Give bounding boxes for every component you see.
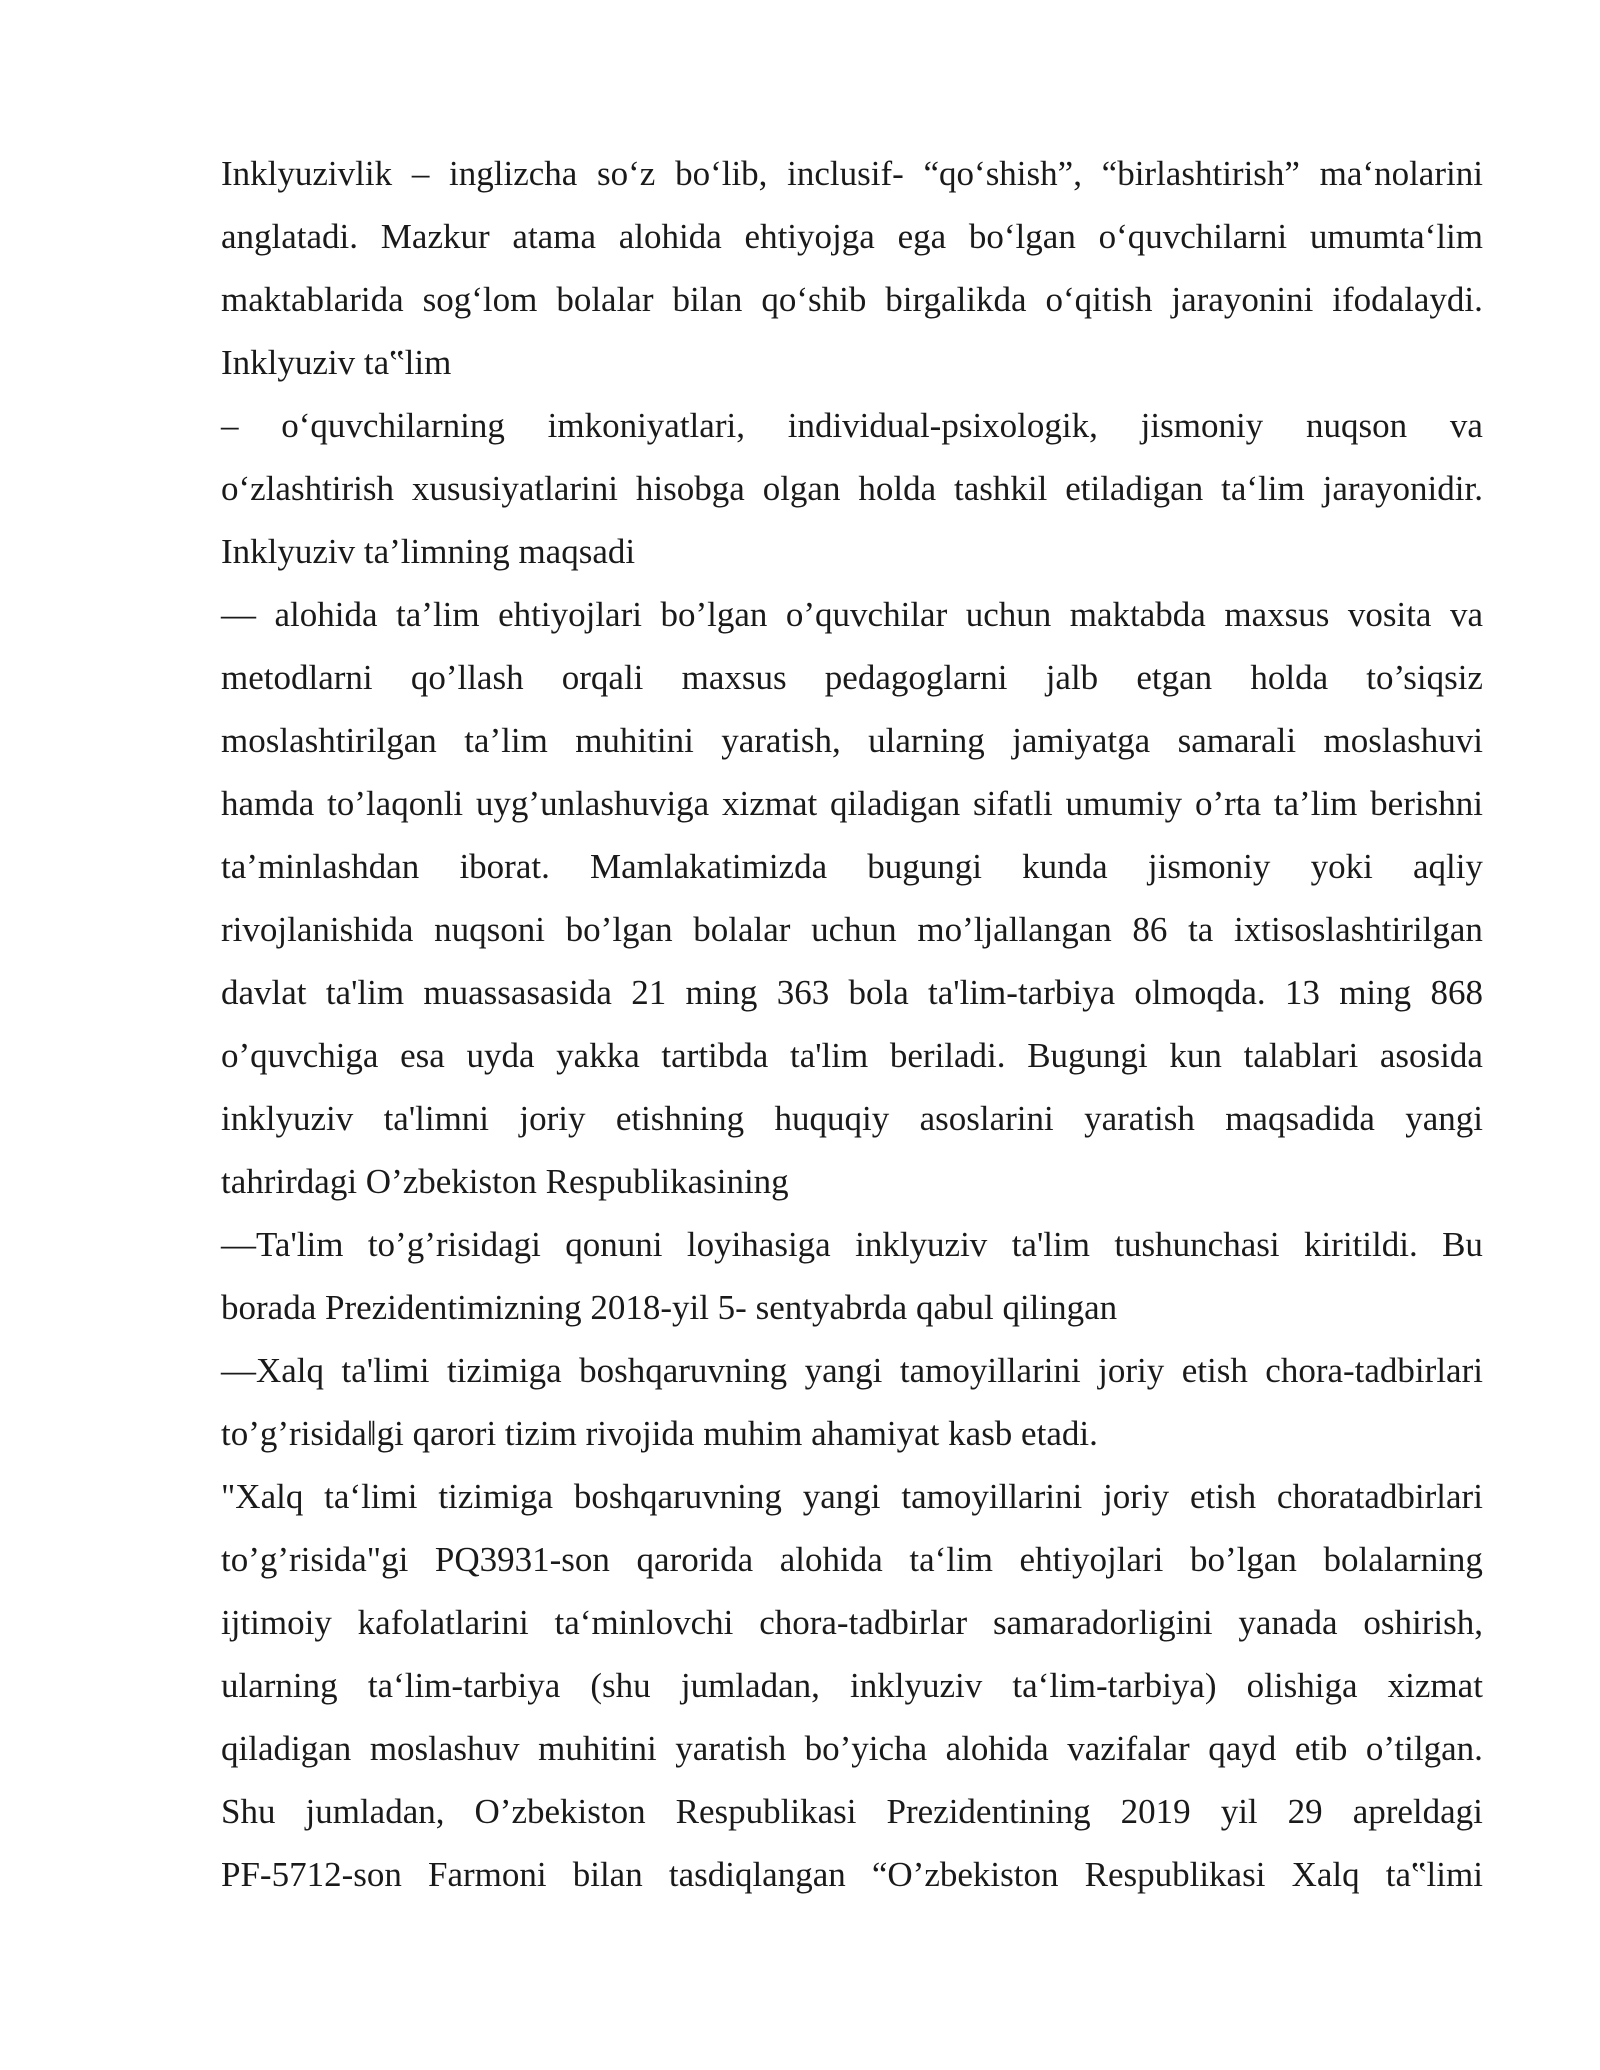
text-line: rivojlanishida nuqsoni bo’lgan bolalar uchun mo’ljallangan 86 ta ixtisoslashtirilgan bbox=[221, 910, 1483, 949]
text-line: metodlarni qo’llash orqali maxsus pedagoglarni jalb etgan holda to’siqsiz bbox=[221, 658, 1483, 697]
text-line: PF-5712-son Farmoni bilan tasdiqlangan “O’zbekiston Respublikasi Xalq ta‟limi bbox=[221, 1855, 1483, 1894]
text-line: maktablarida sog‘lom bolalar bilan qo‘shib birgalikda o‘qitish jarayonini ifodalaydi. bbox=[221, 280, 1483, 319]
text-line: anglatadi. Mazkur atama alohida ehtiyojga ega bo‘lgan o‘quvchilarni umumta‘lim bbox=[221, 217, 1483, 256]
text-line: to’g’risida"gi PQ3931-son qarorida alohida ta‘lim ehtiyojlari bo’lgan bolalarning bbox=[221, 1540, 1483, 1579]
text-line: moslashtirilgan ta’lim muhitini yaratish, ularning jamiyatga samarali moslashuvi bbox=[221, 721, 1483, 760]
text-line: — alohida ta’lim ehtiyojlari bo’lgan o’quvchilar uchun maktabda maxsus vosita va bbox=[221, 595, 1483, 634]
text-line: o’quvchiga esa uyda yakka tartibda ta'lim beriladi. Bugungi kun talablari asosida bbox=[221, 1036, 1483, 1075]
text-line: "Xalq ta‘limi tizimiga boshqaruvning yangi tamoyillarini joriy etish choratadbirlari bbox=[221, 1477, 1483, 1516]
text-line: – o‘quvchilarning imkoniyatlari, individual-psixologik, jismoniy nuqson va bbox=[221, 406, 1483, 445]
text-line: —Xalq ta'limi tizimiga boshqaruvning yangi tamoyillarini joriy etish chora-tadbirlari bbox=[221, 1351, 1483, 1390]
text-line: Inklyuziv ta’limning maqsadi bbox=[221, 532, 636, 571]
text-line: Inklyuzivlik – inglizcha so‘z bo‘lib, inclusif- “qo‘shish”, “birlashtirish” ma‘nolarini bbox=[221, 154, 1483, 193]
document-page bbox=[221, 142, 1483, 1906]
text-line: qiladigan moslashuv muhitini yaratish bo’yicha alohida vazifalar qayd etib o’tilgan. bbox=[221, 1729, 1483, 1768]
text-line: ta’minlashdan iborat. Mamlakatimizda bugungi kunda jismoniy yoki aqliy bbox=[221, 847, 1483, 886]
text-line: borada Prezidentimizning 2018-yil 5- sentyabrda qabul qilingan bbox=[221, 1288, 1118, 1327]
text-line: hamda to’laqonli uyg’unlashuviga xizmat qiladigan sifatli umumiy o’rta ta’lim berishni bbox=[221, 784, 1483, 823]
text-line: Shu jumladan, O’zbekiston Respublikasi Prezidentining 2019 yil 29 apreldagi bbox=[221, 1792, 1483, 1831]
text-line: ijtimoiy kafolatlarini ta‘minlovchi chora-tadbirlar samaradorligini yanada oshirish, bbox=[221, 1603, 1483, 1642]
text-line: ularning ta‘lim-tarbiya (shu jumladan, inklyuziv ta‘lim-tarbiya) olishiga xizmat bbox=[221, 1666, 1483, 1705]
text-line: davlat ta'lim muassasasida 21 ming 363 bola ta'lim-tarbiya olmoqda. 13 ming 868 bbox=[221, 973, 1483, 1012]
text-line: tahrirdagi O’zbekiston Respublikasining bbox=[221, 1162, 789, 1201]
text-line: o‘zlashtirish xususiyatlarini hisobga olgan holda tashkil etiladigan ta‘lim jarayonidir. bbox=[221, 469, 1483, 508]
text-line: —Ta'lim to’g’risidagi qonuni loyihasiga inklyuziv ta'lim tushunchasi kiritildi. Bu bbox=[221, 1225, 1483, 1264]
text-line: Inklyuziv ta‟lim bbox=[221, 343, 452, 382]
text-line: to’g’risida‖gi qarori tizim rivojida muhim ahamiyat kasb etadi. bbox=[221, 1414, 1098, 1453]
text-line: inklyuziv ta'limni joriy etishning huquqiy asoslarini yaratish maqsadida yangi bbox=[221, 1099, 1483, 1138]
